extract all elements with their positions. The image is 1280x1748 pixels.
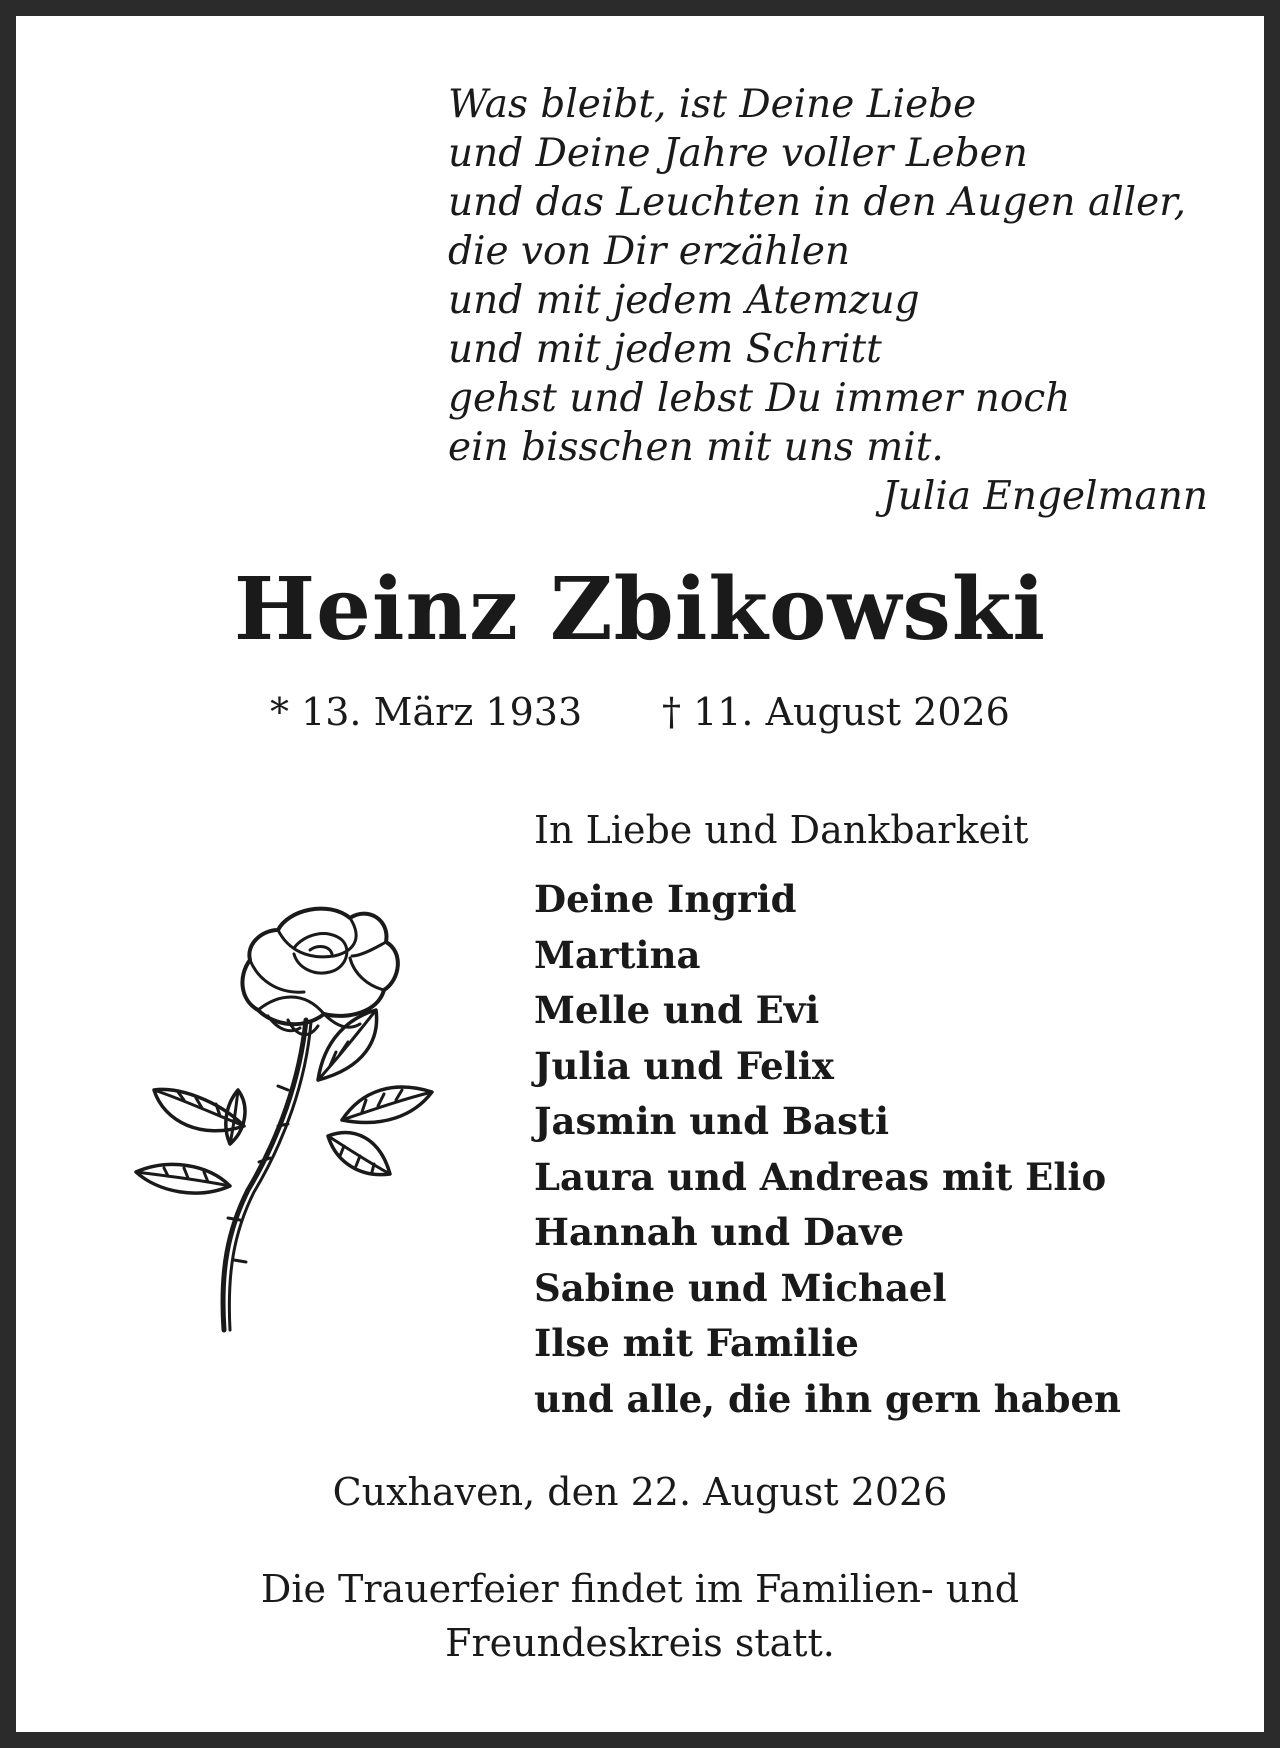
death-date: † 11. August 2026: [662, 690, 1010, 734]
mourner-name: Jasmin und Basti: [534, 1099, 890, 1143]
poem-line: und das Leuchten in den Augen aller,: [448, 180, 1186, 225]
mourners-intro: In Liebe und Dankbarkeit: [534, 808, 1029, 852]
poem-line: gehst und lebst Du immer noch: [448, 376, 1071, 421]
mourner-name: und alle, die ihn gern haben: [534, 1376, 1121, 1421]
mourner-name: Deine Ingrid: [534, 877, 797, 921]
mourners-list: [534, 872, 1121, 1427]
mourner-name: Melle und Evi: [534, 988, 820, 1032]
poem-author: Julia Engelmann: [882, 474, 1208, 519]
poem-line: die von Dir erzählen: [448, 229, 851, 274]
poem-line: und mit jedem Schritt: [448, 327, 882, 372]
mourner-name: Sabine und Michael: [534, 1265, 947, 1310]
funeral-notice-line: Freundeskreis statt.: [445, 1621, 835, 1665]
place-and-date: Cuxhaven, den 22. August 2026: [332, 1470, 948, 1514]
poem-line: und Deine Jahre voller Leben: [448, 131, 1028, 176]
funeral-notice-line: Die Trauerfeier findet im Familien- und: [260, 1567, 1020, 1611]
birth-date: * 13. März 1933: [270, 690, 583, 734]
rose-icon: [128, 890, 488, 1340]
mourner-name: Martina: [534, 932, 701, 977]
poem-line: ein bisschen mit uns mit.: [448, 425, 944, 470]
mourner-name: Ilse mit Familie: [534, 1321, 859, 1365]
mourner-name: Hannah und Dave: [534, 1210, 905, 1254]
mourner-name: Julia und Felix: [534, 1043, 834, 1088]
poem: [448, 80, 1228, 521]
funeral-notice: [0, 1562, 1280, 1670]
mourner-name: Laura und Andreas mit Elio: [534, 1154, 1107, 1199]
poem-line: Was bleibt, ist Deine Liebe: [448, 82, 977, 127]
poem-line: und mit jedem Atemzug: [448, 278, 920, 323]
deceased-name: Heinz Zbikowski: [233, 559, 1047, 660]
